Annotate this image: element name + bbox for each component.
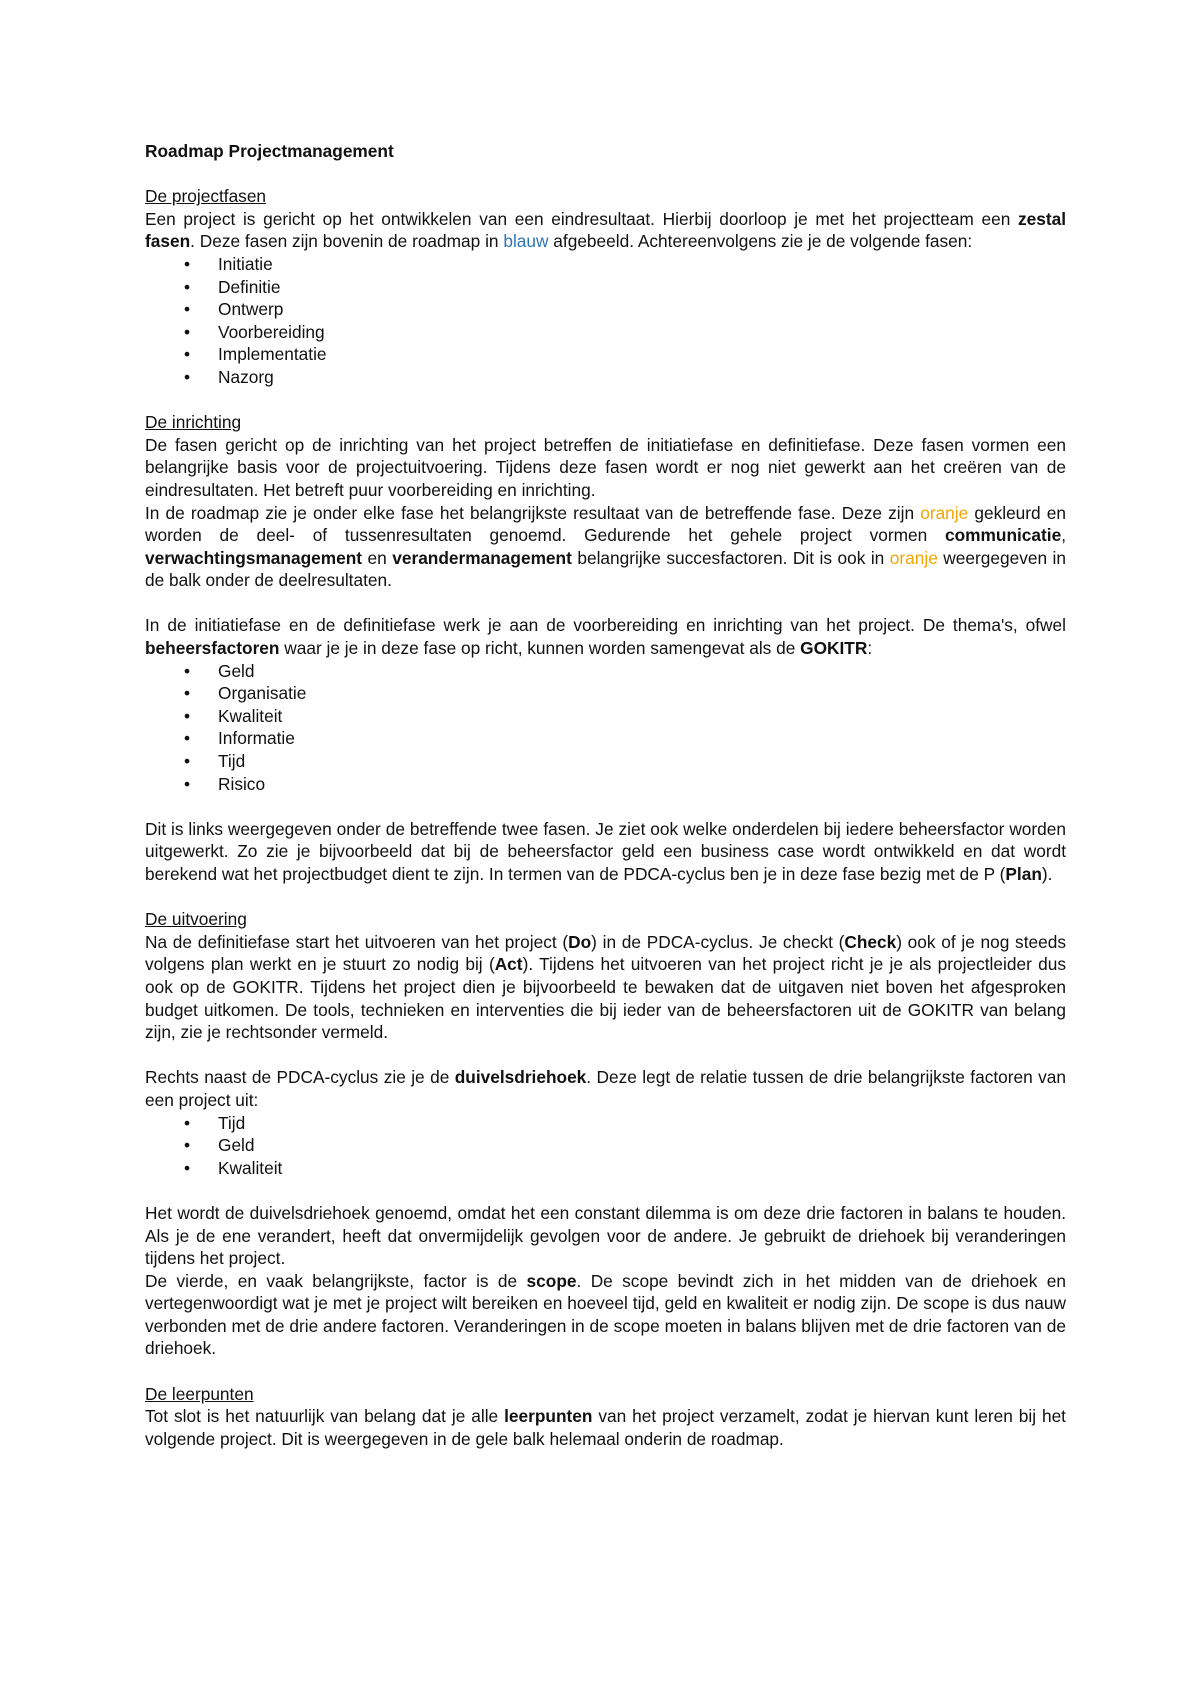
paragraph-inrichting-4: Dit is links weergegeven onder de betreffende twee fasen. Je ziet ook welke onderdelen bij iedere beheersfactor worden uitgewerkt. Zo zie je bijvoorbeeld dat bij de beheersfactor geld een business case wordt ontwikkeld en dat wordt berekend wat het projectbudget dient te zijn. In termen van de PDCA-cyclus ben je in deze fase bezig met de P (Plan). xyxy=(145,818,1066,884)
paragraph-uitvoering-3: Het wordt de duivelsdriehoek genoemd, omdat het een constant dilemma is om deze drie factoren in balans te houden. Als je de ene verandert, heeft dat onvermijdelijk gevolgen voor de andere. Je gebruikt de driehoek bij veranderingen tijdens het project. xyxy=(145,1202,1066,1269)
list-item: • Kwaliteit xyxy=(145,1157,1066,1180)
paragraph-projectfasen: Een project is gericht op het ontwikkelen van een eindresultaat. Hierbij doorloop je met het projectteam een zestal fasen. Deze fasen zijn bovenin de roadmap in blauw afgebeeld. Achtereenvolgens zie je de volgende fasen: xyxy=(145,208,1066,252)
triangle-factor-list xyxy=(145,1112,1066,1180)
phase-list xyxy=(145,253,1066,389)
color-word-oranje: oranje xyxy=(920,502,969,523)
paragraph-inrichting-1: De fasen gericht op de inrichting van het project betreffen de initiatiefase en definitiefase. Deze fasen vormen een belangrijke basis voor de projectuitvoering. Tijdens deze fasen wordt er nog niet gewerkt aan het creëren van de eindresultaten. Het betreft puur voorbereiding en inrichting. xyxy=(145,434,1066,500)
paragraph-uitvoering-4: De vierde, en vaak belangrijkste, factor is de scope. De scope bevindt zich in het midden van de driehoek en vertegenwoordigt wat je met je project wilt bereiken en hoeveel tijd, geld en kwaliteit er nodig zijn. De scope is dus nauw verbonden met de drie andere factoren. Veranderingen in de scope moeten in balans blijven met de drie factoren van de driehoek. xyxy=(145,1270,1066,1359)
list-item: • Initiatie xyxy=(145,253,1066,276)
section-heading-inrichting: De inrichting xyxy=(145,412,242,433)
list-item: • Nazorg xyxy=(145,366,1066,389)
document-title: Roadmap Projectmanagement xyxy=(145,141,394,161)
section-heading-leerpunten: De leerpunten xyxy=(145,1383,254,1404)
paragraph-leerpunten: Tot slot is het natuurlijk van belang dat je alle leerpunten van het project verzamelt, zodat je hiervan kunt leren bij het volgende project. Dit is weergegeven in de gele balk helemaal onderin de roadmap. xyxy=(145,1406,1066,1449)
color-word-oranje: oranje xyxy=(889,547,938,568)
gokitr-list xyxy=(145,660,1066,796)
list-item: • Tijd xyxy=(145,1112,1066,1135)
list-item: • Informatie xyxy=(145,727,1066,750)
paragraph-inrichting-2: In de roadmap zie je onder elke fase het belangrijkste resultaat van de betreffende fase. Deze zijn oranje gekleurd en worden de deel- of tussenresultaten genoemd. Gedurende het gehele project vormen communicatie, verwachtingsmanagement en verandermanagement belangrijke succesfactoren. Dit is ook in oranje weergegeven in de balk onder de deelresultaten. xyxy=(145,502,1066,591)
paragraph-inrichting-3: In de initiatiefase en de definitiefase werk je aan de voorbereiding en inrichting van het project. De thema's, ofwel beheersfactoren waar je je in deze fase op richt, kunnen worden samengevat als de GOKITR: xyxy=(145,615,1066,659)
list-item: • Geld xyxy=(145,660,1066,683)
list-item: • Implementatie xyxy=(145,343,1066,366)
list-item: • Organisatie xyxy=(145,682,1066,705)
list-item: • Tijd xyxy=(145,750,1066,773)
list-item: • Ontwerp xyxy=(145,298,1066,321)
paragraph-uitvoering-1: Na de definitiefase start het uitvoeren van het project (Do) in de PDCA-cyclus. Je checkt (Check) ook of je nog steeds volgens plan werkt en je stuurt zo nodig bij (Act). Tijdens het uitvoeren van het project richt je je als projectleider dus ook op de GOKITR. Tijdens het project dien je bijvoorbeeld te bewaken dat de uitgaven niet boven het afgesproken budget uitkomen. De tools, technieken en interventies die bij ieder van de beheersfactoren uit de GOKITR van belang zijn, zie je rechtsonder vermeld. xyxy=(145,931,1066,1043)
color-word-blauw: blauw xyxy=(503,231,549,252)
list-item: • Risico xyxy=(145,773,1066,796)
paragraph-uitvoering-2: Rechts naast de PDCA-cyclus zie je de duivelsdriehoek. Deze legt de relatie tussen de drie belangrijkste factoren van een project uit: xyxy=(145,1067,1066,1110)
section-heading-projectfasen: De projectfasen xyxy=(145,186,267,207)
list-item: • Geld xyxy=(145,1134,1066,1157)
section-heading-uitvoering: De uitvoering xyxy=(145,909,247,930)
list-item: • Definitie xyxy=(145,276,1066,299)
list-item: • Kwaliteit xyxy=(145,705,1066,728)
list-item: • Voorbereiding xyxy=(145,321,1066,344)
